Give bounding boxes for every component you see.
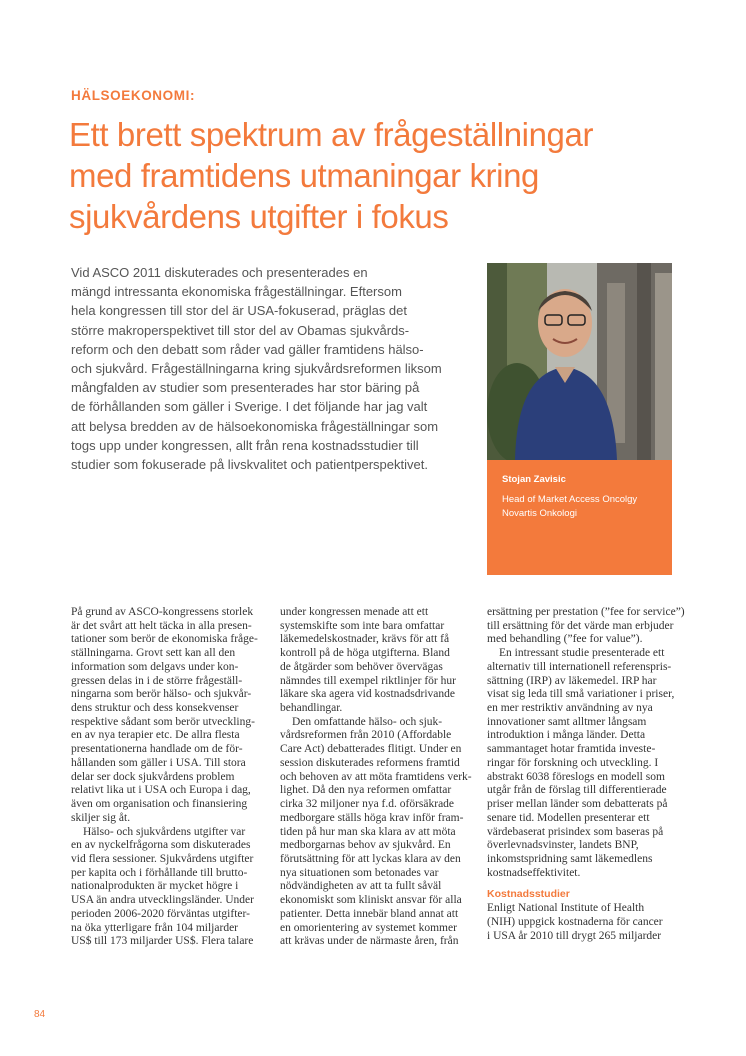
body-line: i USA år 2010 till drygt 265 miljarder bbox=[487, 929, 662, 942]
body-line: introduktion i många länder. Detta bbox=[487, 729, 646, 742]
body-line: information som delgavs under kon- bbox=[71, 660, 239, 673]
article-ingress bbox=[71, 263, 471, 474]
ingress-line: mängd intressanta ekonomiska frågeställningar. Eftersom bbox=[71, 284, 402, 300]
body-line: läkemedelskostnader, krävs för att få bbox=[280, 633, 450, 646]
body-line: även om organisation och finansiering bbox=[71, 798, 248, 811]
body-line: gressen delas in i de större frågeställ- bbox=[71, 674, 243, 687]
body-line: läkare ska agera vid kostnadsdrivande bbox=[280, 688, 455, 701]
ingress-line: mångfalden av studier som presenterades har stor bäring på bbox=[71, 380, 420, 396]
body-line: är det svårt att helt täcka in alla presen- bbox=[71, 619, 252, 632]
body-line: vid flera sessioner. Sjukvårdens utgifter bbox=[71, 852, 254, 865]
ingress-line: hela kongressen till stor del är USA-fokuserad, präglas det bbox=[71, 303, 408, 319]
body-line: utgår från de förslag till differentierade bbox=[487, 784, 667, 797]
body-line: visat sig leda till små variationer i priser, bbox=[487, 688, 675, 701]
author-company: Novartis Onkologi bbox=[502, 508, 577, 519]
ingress-line: togs upp under kongressen, allt från rena kostnadsstudier till bbox=[71, 437, 419, 453]
body-line: US$ till 173 miljarder US$. Flera talare bbox=[71, 935, 254, 948]
body-line: alternativ till internationell referenspris- bbox=[487, 660, 672, 673]
ingress-line: studier som fokuserade på livskvalitet och patientperspektivet. bbox=[71, 457, 428, 473]
body-line: en mer restriktiv användning av nya bbox=[487, 702, 653, 715]
author-caption bbox=[487, 460, 672, 575]
author-name: Stojan Zavisic bbox=[502, 474, 566, 485]
body-line: dens struktur och dess konsekvenser bbox=[71, 702, 239, 715]
page-number: 84 bbox=[34, 1009, 46, 1020]
headline-line: Ett brett spektrum av frågeställningar bbox=[69, 116, 594, 153]
body-line: (NIH) uppgick kostnaderna för cancer bbox=[487, 915, 663, 928]
body-line: USA än andra utvecklingsländer. Under bbox=[71, 894, 254, 907]
ingress-line: reform och den debatt som råder vad gäller framtidens hälso- bbox=[71, 341, 424, 357]
body-line: kostnadseffektivitet. bbox=[487, 866, 581, 879]
ingress-line: Vid ASCO 2011 diskuterades och presenterades en bbox=[71, 265, 368, 280]
body-line: tationer som berör de ekonomiska fråge- bbox=[71, 633, 258, 646]
body-line: tiden på hur man ska klara av att möta bbox=[280, 825, 456, 838]
body-line: session diskuterades reformens framtid bbox=[280, 756, 460, 769]
body-line: ekonomiskt som kliniskt ansvar för alla bbox=[280, 894, 462, 907]
body-line: med behandling (”fee for value”). bbox=[487, 633, 643, 646]
ingress-line: de förhållanden som gäller i Sverige. I det följande har jag valt bbox=[71, 399, 428, 415]
body-line: värdebaserat prisindex som baseras på bbox=[487, 825, 664, 838]
section-kicker: HÄLSOEKONOMI: bbox=[71, 88, 196, 103]
body-line: nya situationen som betonades var bbox=[280, 866, 439, 879]
body-line: Enligt National Institute of Health bbox=[487, 902, 645, 915]
body-column-2 bbox=[280, 606, 472, 949]
body-line: lighet. Då den nya reformen omfattar bbox=[280, 784, 452, 797]
body-line: patienter. Detta innebär bland annat att bbox=[280, 907, 459, 920]
body-line: ningarna som berör hälso- och sjukvår- bbox=[71, 688, 252, 701]
body-line: per kapita och i förhållande till brutto- bbox=[71, 866, 248, 879]
ingress-line: och sjukvård. Frågeställningarna kring sjukvårdsreformen liksom bbox=[71, 361, 442, 377]
body-line: under kongressen menade att ett bbox=[280, 606, 429, 618]
body-line: systemskifte som inte bara omfattar bbox=[280, 619, 445, 632]
body-line: en av nya terapier etc. De allra flesta bbox=[71, 729, 240, 742]
body-line: perioden 2006-2020 förväntas utgifter- bbox=[71, 907, 250, 920]
author-photo bbox=[487, 263, 672, 460]
headline-line: med framtidens utmaningar kring bbox=[69, 157, 539, 194]
body-line: På grund av ASCO-kongressens storlek bbox=[71, 606, 254, 618]
body-line: Hälso- och sjukvårdens utgifter var bbox=[83, 825, 246, 838]
headline-line: sjukvårdens utgifter i fokus bbox=[69, 198, 449, 235]
body-line: Den omfattande hälso- och sjuk- bbox=[292, 715, 443, 728]
body-column-1 bbox=[71, 606, 258, 949]
body-line: en omorientering av systemet kommer bbox=[280, 921, 457, 934]
paragraph-gap bbox=[487, 880, 653, 888]
ingress-line: att belysa bredden av de hälsoekonomiska frågeställningar som bbox=[71, 418, 439, 434]
body-line: relativt lika ut i USA och Europa i dag, bbox=[71, 784, 251, 797]
body-line: en av nyckelfrågorna som diskuterades bbox=[71, 839, 251, 852]
body-line: senare tid. Modellen presenterar ett bbox=[487, 811, 650, 824]
body-line: medborgare ställs höga krav inför fram- bbox=[280, 811, 464, 824]
body-line: ställningarna. Grovt sett kan all den bbox=[71, 647, 236, 660]
body-line: kontroll på de höga utgifterna. Bland bbox=[280, 647, 450, 660]
body-line: skiljer sig åt. bbox=[71, 811, 131, 824]
body-line: nämndes till exempel riktlinjer för hur bbox=[280, 674, 456, 687]
body-line: medborgarnas behov av sjukvård. En bbox=[280, 839, 451, 852]
body-line: priser mellan länder som debatterats på bbox=[487, 798, 668, 811]
article-headline bbox=[69, 114, 689, 237]
body-line: respektive sådant som berör utveckling- bbox=[71, 715, 255, 728]
body-column-3 bbox=[487, 606, 685, 943]
body-line: na öka ytterligare från 104 miljarder bbox=[71, 921, 238, 934]
body-line: att krävas under de närmaste åren, från bbox=[280, 935, 459, 948]
body-line: de åtgärder som behöver övervägas bbox=[280, 660, 443, 673]
body-line: presentationerna handlade om de för- bbox=[71, 743, 243, 756]
body-line: sammantaget hotar framtida investe- bbox=[487, 743, 656, 756]
body-line: hållanden som gäller i USA. Till stora bbox=[71, 756, 246, 769]
author-title: Head of Market Access Oncolgy bbox=[502, 494, 638, 505]
body-line: innovationer samt alltmer långsam bbox=[487, 715, 647, 728]
body-line: överlevnadsvinster, landets BNP, bbox=[487, 839, 639, 852]
author-portrait-image bbox=[487, 263, 672, 460]
body-line: sättning (IRP) av läkemedel. IRP har bbox=[487, 674, 657, 687]
author-role bbox=[502, 493, 637, 521]
body-line: vårdsreformen från 2010 (Affordable bbox=[280, 729, 452, 742]
body-line: delar ser dock sjukvårdens problem bbox=[71, 770, 235, 783]
body-line: ringar för forskning och utveckling. I bbox=[487, 756, 659, 769]
body-line: nationalprodukten är mycket högre i bbox=[71, 880, 239, 893]
ingress-line: större makroperspektivet till stor del av Obamas sjukvårds- bbox=[71, 322, 410, 338]
body-line: Care Act) debatterades flitigt. Under en bbox=[280, 743, 462, 756]
body-line: abstrakt 6038 föreslogs en modell som bbox=[487, 770, 665, 783]
body-line: inkomstspridning samt läkemedlens bbox=[487, 852, 653, 865]
body-line: till ersättning för det värde man erbjuder bbox=[487, 619, 674, 632]
body-line: ersättning per prestation (”fee for service”) bbox=[487, 606, 685, 618]
body-line: cirka 32 miljoner nya f.d. oförsäkrade bbox=[280, 798, 455, 811]
body-line: En intressant studie presenterade ett bbox=[499, 647, 665, 660]
body-line: behandlingar. bbox=[280, 702, 343, 715]
subheading: Kostnadsstudier bbox=[487, 888, 570, 901]
body-line: nödvändigheten av att ta fullt såväl bbox=[280, 880, 442, 893]
body-line: och behoven av att möta framtidens verk- bbox=[280, 770, 472, 783]
body-line: förutsättning för att lyckas klara av den bbox=[280, 852, 461, 865]
